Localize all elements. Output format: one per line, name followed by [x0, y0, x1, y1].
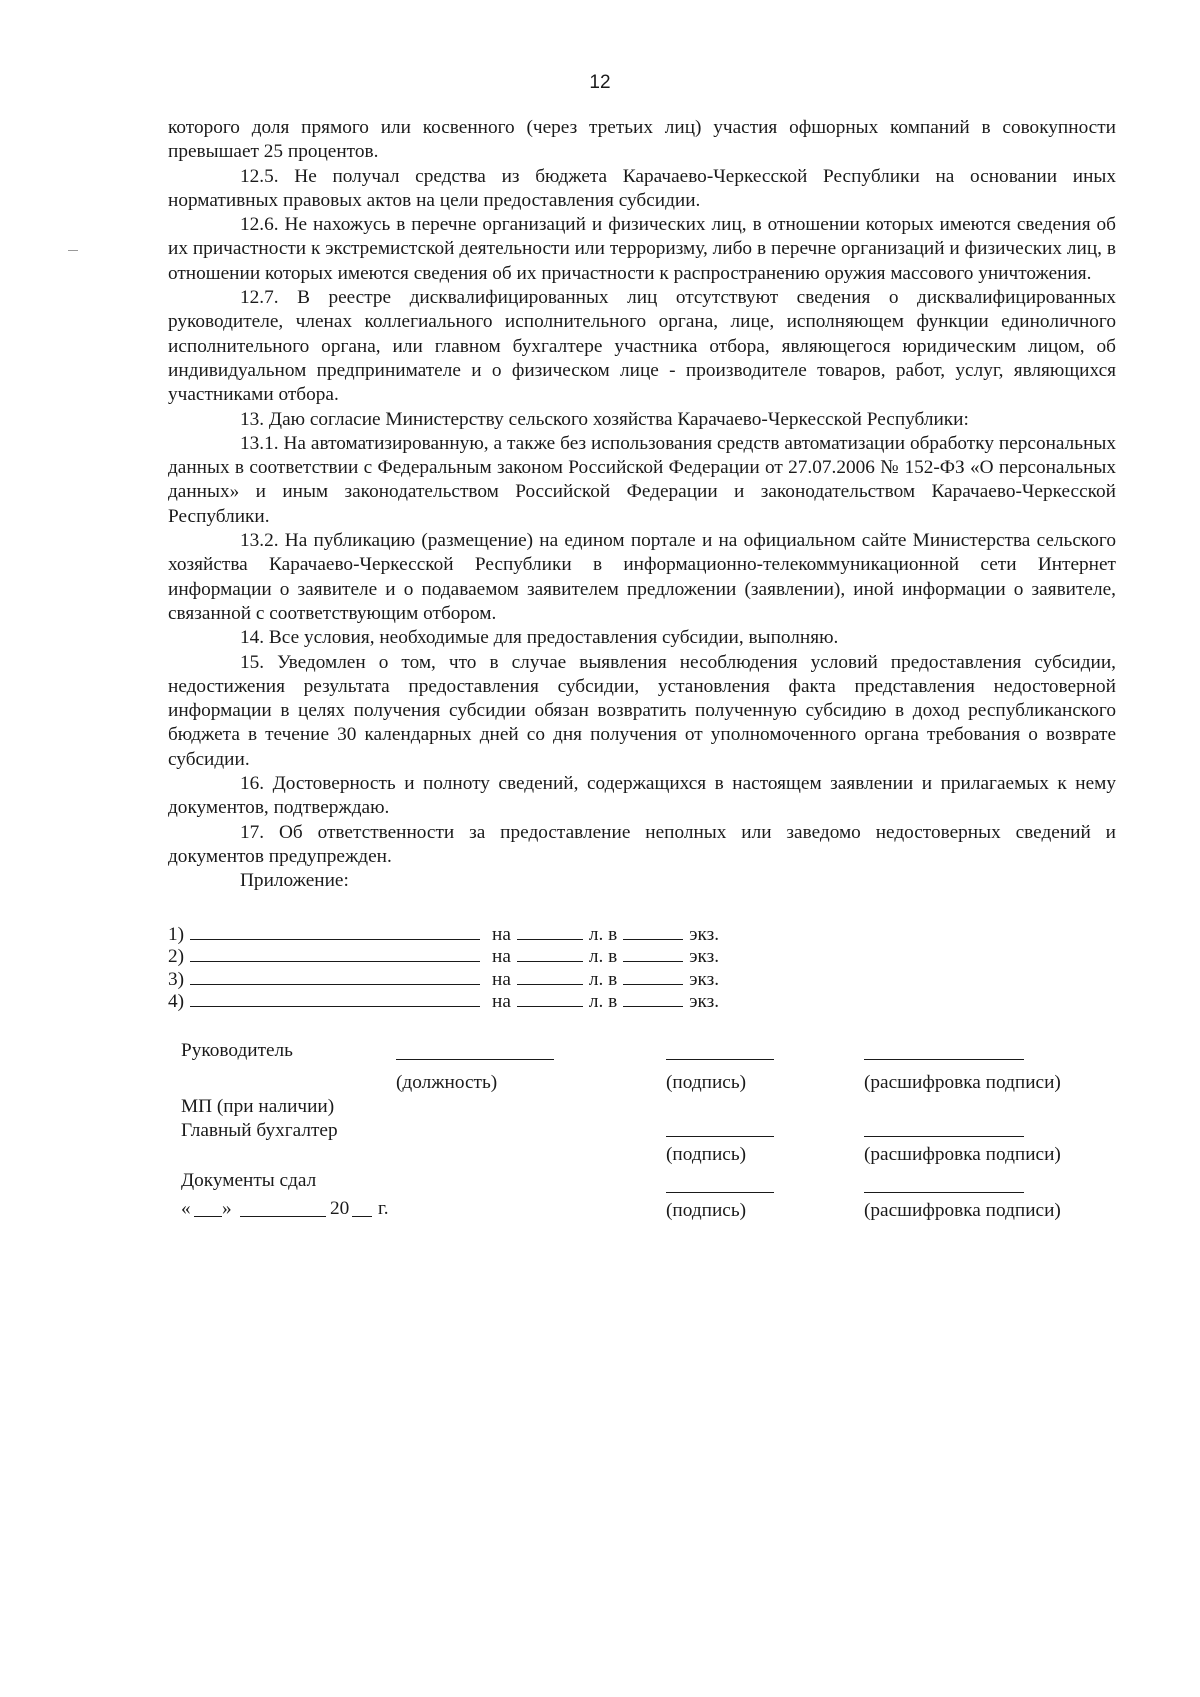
paragraph-13: 13. Даю согласие Министерству сельского хозяйства Карачаево-Черкесской Республики:: [240, 408, 969, 430]
date-year-prefix: 20: [330, 1198, 350, 1219]
attachments-list: [168, 922, 719, 1012]
attachment-copies-blank[interactable]: [623, 944, 683, 962]
submitter-signature-line[interactable]: [666, 1192, 774, 1193]
paragraph-14: 14. Все условия, необходимые для предоставления субсидии, выполняю.: [240, 627, 839, 649]
head-position-line[interactable]: [396, 1059, 554, 1060]
attachment-sheets-blank[interactable]: [517, 989, 583, 1007]
attachment-na-label: на: [492, 968, 511, 990]
paragraph-13-2: 13.2. На публикацию (размещение) на едином портале и на официальном сайте Министерства сельского хозяйства Карачаево-Черкесской Республики в информационно-телекоммуникационной сети Интернет информации о заявителе и о подаваемом заявителем предложении (заявлении), иной информации о заявителе, связанной с соответствующим отбором.: [168, 530, 1116, 624]
attachment-copies-label: экз.: [689, 968, 720, 990]
paragraph-12-6: 12.6. Не нахожусь в перечне организаций и физических лиц, в отношении которых имеются сведения об их причастности к экстремистской деятельности или терроризму, либо в перечне организаций и физических лиц, в отношении которых имеются сведения об их причастности к распространению оружия массового уничтожения.: [168, 214, 1116, 284]
attachment-name-blank[interactable]: [190, 989, 480, 1007]
attachment-number: 2): [168, 946, 185, 968]
paragraph-17: 17. Об ответственности за предоставление неполных или заведомо недостоверных сведений и документов предупрежден.: [168, 821, 1116, 867]
paragraph-15: 15. Уведомлен о том, что в случае выявления несоблюдения условий предоставления субсидии, недостижения результата предоставления субсидии, установления факта представления недостоверной информации в целях получения субсидии обязан возвратить полученную субсидию в доход республиканского бюджета в течение 30 календарных дней со дня получения от уполномоченного органа требования о возврате субсидии.: [168, 651, 1116, 770]
paragraph-12-7: 12.7. В реестре дисквалифицированных лиц отсутствуют сведения о дисквалифицированных руководителе, членах коллегиального исполнительного органа, лице, исполняющем функции единоличного исполнительного органа, или главном бухгалтере участника отбора, являющегося юридическим лицом, об индивидуальном предпринимателе и о физическом лице - производителе товаров, работ, услуг, являющихся участниками отбора.: [168, 287, 1116, 406]
paragraph-16: 16. Достоверность и полноту сведений, содержащихся в настоящем заявлении и прилагаемых к нему документов, подтверждаю.: [168, 773, 1116, 819]
submitter-decoding-caption: (расшифровка подписи): [864, 1200, 1061, 1221]
attachment-number: 4): [168, 991, 185, 1013]
attachment-copies-blank[interactable]: [623, 989, 683, 1007]
attachment-name-blank[interactable]: [190, 967, 480, 985]
attachment-copies-label: экз.: [689, 991, 720, 1013]
stamp-label: МП (при наличии): [181, 1096, 335, 1117]
paragraph-12-5: 12.5. Не получал средства из бюджета Карачаево-Черкесской Республики на основании иных нормативных правовых актов на цели предоставления субсидии.: [168, 165, 1116, 211]
document-body: [168, 116, 1116, 894]
attachment-sheets-label: л. в: [588, 968, 618, 990]
attachments-heading: Приложение:: [240, 870, 349, 892]
head-signature-line[interactable]: [666, 1059, 774, 1060]
attachment-sheets-blank[interactable]: [517, 922, 583, 940]
docs-submitted-label: Документы сдал: [181, 1170, 317, 1191]
accountant-decoding-line[interactable]: [864, 1136, 1024, 1137]
attachment-sheets-blank[interactable]: [517, 944, 583, 962]
accountant-signature-caption: (подпись): [666, 1144, 747, 1165]
attachment-number: 1): [168, 924, 185, 945]
attachment-copies-label: экз.: [689, 946, 720, 968]
attachment-copies-blank[interactable]: [623, 967, 683, 985]
attachment-name-blank[interactable]: [190, 922, 480, 940]
attachment-row: [168, 967, 719, 989]
attachment-sheets-label: л. в: [588, 924, 618, 945]
accountant-decoding-caption: (расшифровка подписи): [864, 1144, 1061, 1165]
attachment-row: [168, 989, 719, 1011]
attachment-sheets-label: л. в: [588, 946, 618, 968]
attachment-sheets-blank[interactable]: [517, 967, 583, 985]
head-decoding-line[interactable]: [864, 1059, 1024, 1060]
attachment-row: [168, 922, 719, 944]
attachment-copies-label: экз.: [689, 924, 720, 945]
accountant-label: Главный бухгалтер: [181, 1120, 338, 1141]
date-suffix: г.: [378, 1198, 389, 1219]
attachment-na-label: на: [492, 946, 511, 968]
attachment-name-blank[interactable]: [190, 944, 480, 962]
date-day-blank[interactable]: [194, 1216, 222, 1217]
page-number: 12: [589, 72, 611, 93]
scan-artifact: [68, 250, 78, 251]
attachment-na-label: на: [492, 924, 511, 945]
attachment-na-label: на: [492, 991, 511, 1013]
accountant-signature-line[interactable]: [666, 1136, 774, 1137]
head-signature-caption: (подпись): [666, 1072, 747, 1093]
date-open-quote: «: [181, 1198, 191, 1219]
attachment-copies-blank[interactable]: [623, 922, 683, 940]
paragraph-offshore-continuation: которого доля прямого или косвенного (через третьих лиц) участия офшорных компаний в совокупности превышает 25 процентов.: [168, 117, 1116, 163]
date-close-quote: »: [222, 1198, 232, 1219]
submitter-signature-caption: (подпись): [666, 1200, 747, 1221]
head-decoding-caption: (расшифровка подписи): [864, 1072, 1061, 1093]
submitter-decoding-line[interactable]: [864, 1192, 1024, 1193]
attachment-number: 3): [168, 968, 185, 990]
head-label: Руководитель: [181, 1040, 293, 1061]
position-caption: (должность): [396, 1072, 498, 1093]
attachment-row: [168, 944, 719, 966]
date-month-blank[interactable]: [240, 1216, 326, 1217]
attachment-sheets-label: л. в: [588, 991, 618, 1013]
paragraph-13-1: 13.1. На автоматизированную, а также без использования средств автоматизации обработку персональных данных в соответствии с Федеральным законом Российской Федерации от 27.07.2006 № 152-ФЗ «О персональных данных» и иным законодательством Российской Федерации и законодательством Карачаево-Черкесской Республики.: [168, 432, 1116, 527]
date-year-blank[interactable]: [352, 1216, 372, 1217]
